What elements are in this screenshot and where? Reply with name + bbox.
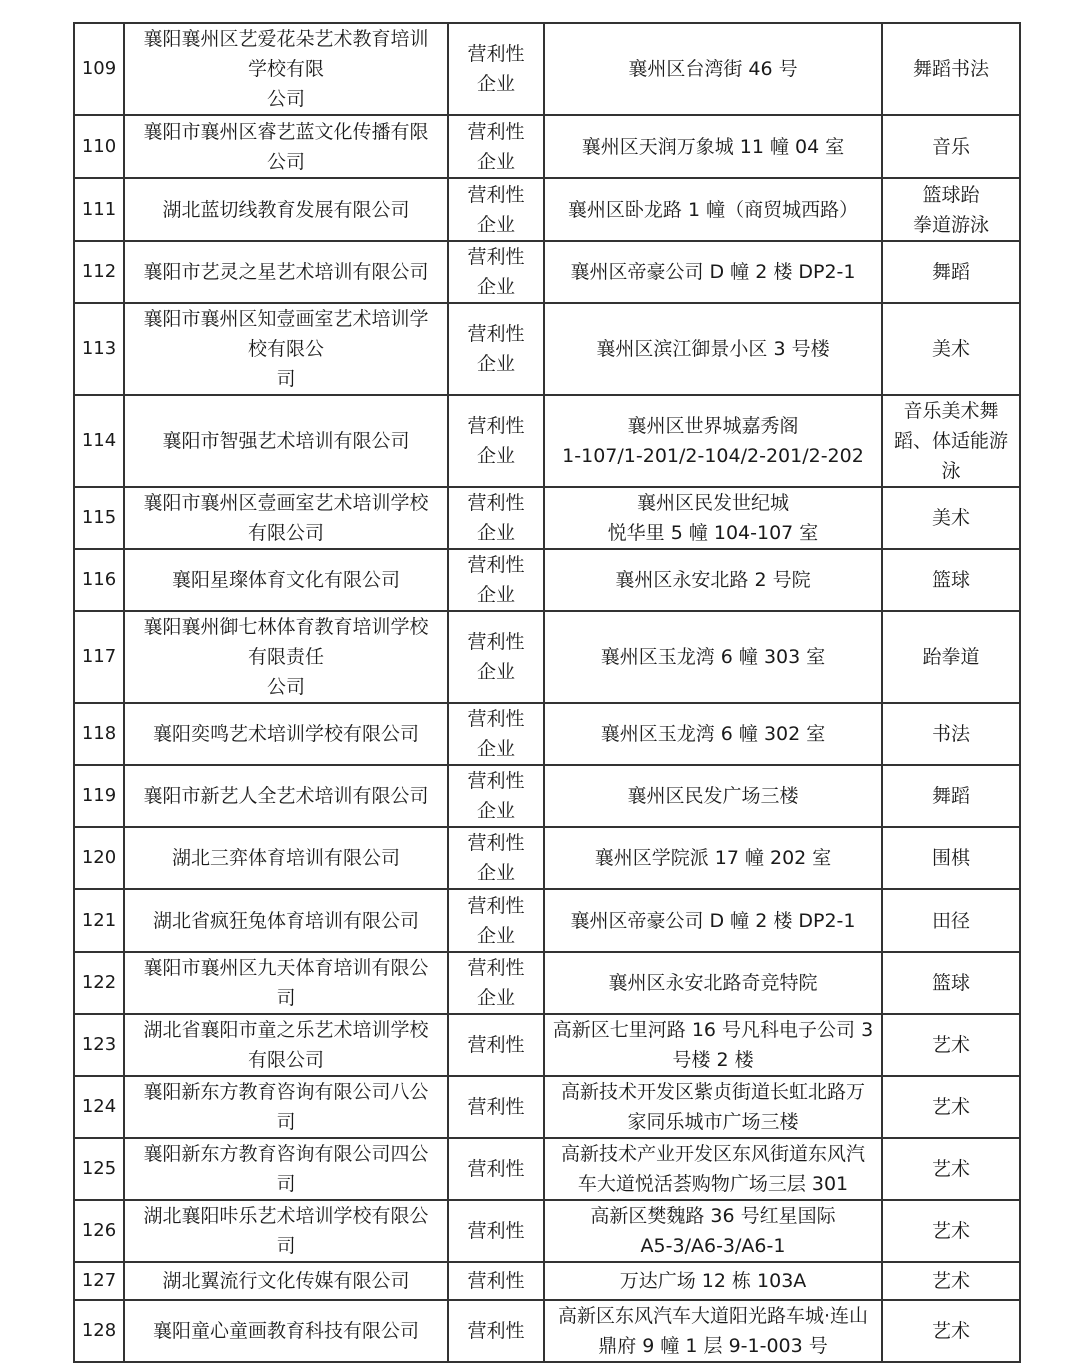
institution-address: 襄州区学院派 17 幢 202 室 <box>544 827 882 889</box>
institution-type: 营利性 <box>448 1262 544 1300</box>
institution-type: 营利性 <box>448 1200 544 1262</box>
institution-type: 营利性 企业 <box>448 115 544 178</box>
institution-type: 营利性 企业 <box>448 178 544 241</box>
row-number: 121 <box>74 889 124 952</box>
institution-type: 营利性 企业 <box>448 241 544 303</box>
training-category: 书法 <box>882 703 1020 765</box>
table-row <box>74 241 1020 303</box>
training-category: 跆拳道 <box>882 611 1020 703</box>
row-number: 122 <box>74 952 124 1014</box>
institution-name: 襄阳新东方教育咨询有限公司四公 司 <box>124 1138 448 1200</box>
row-number: 109 <box>74 23 124 115</box>
institution-type: 营利性 企业 <box>448 703 544 765</box>
institution-name: 湖北翼流行文化传媒有限公司 <box>124 1262 448 1300</box>
table-row <box>74 1138 1020 1200</box>
training-category: 艺术 <box>882 1138 1020 1200</box>
institution-address: 襄州区民发世纪城 悦华里 5 幢 104-107 室 <box>544 487 882 549</box>
institution-address: 襄州区玉龙湾 6 幢 303 室 <box>544 611 882 703</box>
training-category: 篮球 <box>882 952 1020 1014</box>
row-number: 126 <box>74 1200 124 1262</box>
table-row <box>74 303 1020 395</box>
training-category: 篮球 <box>882 549 1020 611</box>
institution-type: 营利性 企业 <box>448 395 544 487</box>
table-row <box>74 952 1020 1014</box>
table-row <box>74 1076 1020 1138</box>
training-category: 艺术 <box>882 1014 1020 1076</box>
institution-address: 高新区东风汽车大道阳光路车城·连山 鼎府 9 幢 1 层 9-1-003 号 <box>544 1300 882 1362</box>
training-category: 音乐美术舞 蹈、体适能游 泳 <box>882 395 1020 487</box>
row-number: 117 <box>74 611 124 703</box>
table-row <box>74 115 1020 178</box>
institution-type: 营利性 <box>448 1014 544 1076</box>
institution-name: 襄阳市襄州区睿艺蓝文化传播有限 公司 <box>124 115 448 178</box>
table-row <box>74 611 1020 703</box>
institution-address: 高新区七里河路 16 号凡科电子公司 3 号楼 2 楼 <box>544 1014 882 1076</box>
training-category: 音乐 <box>882 115 1020 178</box>
institution-address: 高新技术产业开发区东风街道东风汽 车大道悦活荟购物广场三层 301 <box>544 1138 882 1200</box>
row-number: 111 <box>74 178 124 241</box>
institution-name: 襄阳襄州御七林体育教育培训学校 有限责任 公司 <box>124 611 448 703</box>
row-number: 125 <box>74 1138 124 1200</box>
training-category: 舞蹈书法 <box>882 23 1020 115</box>
row-number: 116 <box>74 549 124 611</box>
table-row <box>74 703 1020 765</box>
institution-table <box>73 22 1021 1363</box>
institution-name: 襄阳市襄州区知壹画室艺术培训学 校有限公 司 <box>124 303 448 395</box>
training-category: 艺术 <box>882 1076 1020 1138</box>
institution-name: 湖北省襄阳市童之乐艺术培训学校 有限公司 <box>124 1014 448 1076</box>
training-category: 舞蹈 <box>882 241 1020 303</box>
table-row <box>74 765 1020 827</box>
institution-name: 湖北蓝切线教育发展有限公司 <box>124 178 448 241</box>
row-number: 118 <box>74 703 124 765</box>
institution-name: 襄阳童心童画教育科技有限公司 <box>124 1300 448 1362</box>
row-number: 123 <box>74 1014 124 1076</box>
training-category: 艺术 <box>882 1200 1020 1262</box>
institution-type: 营利性 <box>448 1300 544 1362</box>
training-category: 舞蹈 <box>882 765 1020 827</box>
table-row <box>74 827 1020 889</box>
institution-address: 襄州区卧龙路 1 幢（商贸城西路） <box>544 178 882 241</box>
institution-name: 襄阳市智强艺术培训有限公司 <box>124 395 448 487</box>
row-number: 115 <box>74 487 124 549</box>
table-row <box>74 1200 1020 1262</box>
training-category: 艺术 <box>882 1300 1020 1362</box>
institution-name: 襄阳星璨体育文化有限公司 <box>124 549 448 611</box>
institution-name: 襄阳襄州区艺爱花朵艺术教育培训 学校有限 公司 <box>124 23 448 115</box>
institution-name: 襄阳市襄州区九天体育培训有限公 司 <box>124 952 448 1014</box>
training-category: 围棋 <box>882 827 1020 889</box>
training-category: 美术 <box>882 303 1020 395</box>
table-row <box>74 889 1020 952</box>
row-number: 127 <box>74 1262 124 1300</box>
institution-address: 襄州区永安北路奇竞特院 <box>544 952 882 1014</box>
row-number: 128 <box>74 1300 124 1362</box>
institution-type: 营利性 企业 <box>448 549 544 611</box>
table-row <box>74 395 1020 487</box>
training-category: 篮球跆 拳道游泳 <box>882 178 1020 241</box>
table-row <box>74 1014 1020 1076</box>
table-row <box>74 1300 1020 1362</box>
institution-type: 营利性 企业 <box>448 611 544 703</box>
institution-name: 襄阳市艺灵之星艺术培训有限公司 <box>124 241 448 303</box>
table-row <box>74 23 1020 115</box>
institution-address: 襄州区台湾街 46 号 <box>544 23 882 115</box>
institution-address: 襄州区帝豪公司 D 幢 2 楼 DP2-1 <box>544 889 882 952</box>
institution-type: 营利性 企业 <box>448 303 544 395</box>
row-number: 120 <box>74 827 124 889</box>
table-row <box>74 178 1020 241</box>
institution-type: 营利性 <box>448 1138 544 1200</box>
institution-type: 营利性 企业 <box>448 827 544 889</box>
row-number: 110 <box>74 115 124 178</box>
institution-address: 万达广场 12 栋 103A <box>544 1262 882 1300</box>
institution-type: 营利性 <box>448 1076 544 1138</box>
training-category: 美术 <box>882 487 1020 549</box>
institution-type: 营利性 企业 <box>448 889 544 952</box>
institution-address: 高新技术开发区紫贞街道长虹北路万 家同乐城市广场三楼 <box>544 1076 882 1138</box>
institution-address: 襄州区永安北路 2 号院 <box>544 549 882 611</box>
row-number: 124 <box>74 1076 124 1138</box>
institution-name: 湖北省疯狂兔体育培训有限公司 <box>124 889 448 952</box>
institution-address: 襄州区玉龙湾 6 幢 302 室 <box>544 703 882 765</box>
institution-name: 襄阳市襄州区壹画室艺术培训学校 有限公司 <box>124 487 448 549</box>
institution-type: 营利性 企业 <box>448 952 544 1014</box>
row-number: 119 <box>74 765 124 827</box>
institution-address: 襄州区帝豪公司 D 幢 2 楼 DP2-1 <box>544 241 882 303</box>
table-row <box>74 487 1020 549</box>
institution-type: 营利性 企业 <box>448 23 544 115</box>
institution-name: 襄阳市新艺人全艺术培训有限公司 <box>124 765 448 827</box>
institution-type: 营利性 企业 <box>448 765 544 827</box>
institution-name: 湖北三弈体育培训有限公司 <box>124 827 448 889</box>
institution-name: 湖北襄阳咔乐艺术培训学校有限公 司 <box>124 1200 448 1262</box>
institution-address: 高新区樊魏路 36 号红星国际 A5-3/A6-3/A6-1 <box>544 1200 882 1262</box>
row-number: 113 <box>74 303 124 395</box>
row-number: 114 <box>74 395 124 487</box>
institution-name: 襄阳新东方教育咨询有限公司八公 司 <box>124 1076 448 1138</box>
training-category: 田径 <box>882 889 1020 952</box>
institution-type: 营利性 企业 <box>448 487 544 549</box>
institution-address: 襄州区世界城嘉秀阁 1-107/1-201/2-104/2-201/2-202 <box>544 395 882 487</box>
training-category: 艺术 <box>882 1262 1020 1300</box>
row-number: 112 <box>74 241 124 303</box>
institution-address: 襄州区天润万象城 11 幢 04 室 <box>544 115 882 178</box>
institution-address: 襄州区滨江御景小区 3 号楼 <box>544 303 882 395</box>
institution-address: 襄州区民发广场三楼 <box>544 765 882 827</box>
institution-name: 襄阳奕鸣艺术培训学校有限公司 <box>124 703 448 765</box>
table-row <box>74 549 1020 611</box>
table-row <box>74 1262 1020 1300</box>
